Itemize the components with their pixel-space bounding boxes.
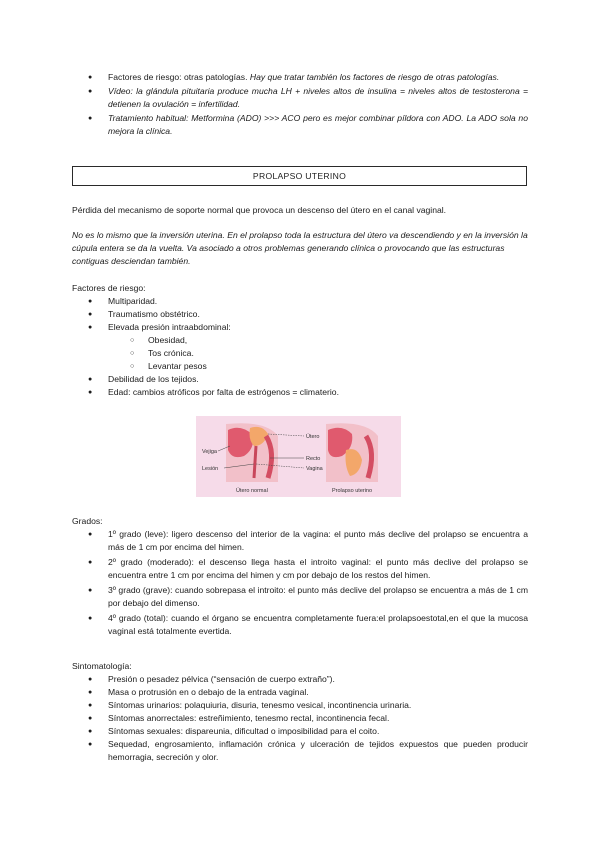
caption-prolapse: Prolapso uterino — [332, 488, 373, 494]
list-item: ● Masa o protrusión en o debajo de la entrada vaginal. — [72, 686, 528, 699]
label-utero: Útero — [306, 434, 320, 440]
vagina-left — [254, 446, 256, 478]
label-lesion: Lesión — [202, 466, 219, 472]
label-vejiga: Vejiga — [202, 449, 217, 455]
sub-list-item: ○ Tos crónica. — [72, 347, 528, 360]
list-item — [72, 112, 528, 138]
grades-list — [72, 528, 528, 640]
label-recto: Recto — [306, 456, 321, 462]
list-item: ● Edad: cambios atróficos por falta de estrógenos = climaterio. — [72, 386, 528, 399]
list-item: ● 1º grado (leve): ligero descenso del interior de la vagina: el punto más declive del prolapso se encuentra a más de 1 cm por encima del himen. — [72, 528, 528, 554]
grades-title: Grados: — [72, 516, 103, 526]
section-heading: PROLAPSO UTERINO — [72, 166, 527, 186]
bullet-italic-text: Tratamiento habitual: Metformina (ADO) >>> ACO pero es mejor combinar píldora con ADO. La ADO sola no mejora la clínica. — [108, 113, 528, 136]
list-item: ● Elevada presión intraabdominal: — [72, 321, 528, 334]
bullet-italic-text: Vídeo: la glándula pituitaria produce mucha LH + niveles altos de insulina = niveles altos de testosterona = detienen la ovulación = infertilidad. — [108, 86, 528, 109]
label-vagina: Vagina — [306, 466, 323, 472]
sub-list-item: ○ Obesidad, — [72, 334, 528, 347]
italic-note-paragraph: No es lo mismo que la inversión uterina. En el prolapso toda la estructura del útero va descendiendo y en la inversión la cúpula entera se da la vuelta. Va asociado a otros problemas generando clínica o provocando que las estructuras contiguas desciendan también. — [72, 230, 528, 266]
anatomy-figure — [196, 416, 401, 497]
list-item: ● Multiparidad. — [72, 295, 528, 308]
list-item: ● Síntomas anorrectales: estreñimiento, tenesmo rectal, incontinencia fecal. — [72, 712, 528, 725]
list-item: ● 3º grado (grave): cuando sobrepasa el introito: el punto más declive del prolapso se encuentra a más de 1 cm por debajo del dimenso. — [72, 584, 528, 610]
bullet-text: Factores de riesgo: otras patologías. — [108, 72, 248, 82]
risk-factors-list — [72, 295, 528, 399]
list-item: ● 4º grado (total): cuando el órgano se encuentra completamente fuera:el prolapsoestotal,en el que la mucosa vaginal está totalmente evertida. — [72, 612, 528, 638]
symptoms-list — [72, 673, 528, 764]
list-item — [72, 71, 528, 84]
sub-list-item: ○ Levantar pesos — [72, 360, 528, 373]
list-item: ● Debilidad de los tejidos. — [72, 373, 528, 386]
list-item: ● Sequedad, engrosamiento, inflamación crónica y ulceración de tejidos expuestos que pueden producir hemorragia, secreción y olor. — [72, 738, 528, 764]
list-item: ● Traumatismo obstétrico. — [72, 308, 528, 321]
list-item — [72, 85, 528, 111]
top-bullet-list — [72, 71, 528, 139]
symptoms-title: Sintomatología: — [72, 661, 132, 671]
list-item: ● Síntomas sexuales: dispareunia, dificultad o imposibilidad para el coito. — [72, 725, 528, 738]
list-item: ● Síntomas urinarios: polaquiuria, disuria, tenesmo vesical, incontinencia urinaria. — [72, 699, 528, 712]
list-item: ● Presión o pesadez pélvica (“sensación de cuerpo extraño”). — [72, 673, 528, 686]
definition-paragraph: Pérdida del mecanismo de soporte normal que provoca un descenso del útero en el canal vaginal. — [72, 205, 447, 215]
uterus-illustration — [196, 416, 401, 497]
list-item: ● 2º grado (moderado): el descenso llega hasta el introito vaginal: el punto más declive del prolapso se encuentra entre 1 cm por encima del himen y cm por debajo de los restos del himen. — [72, 556, 528, 582]
bullet-italic-text: Hay que tratar también los factores de riesgo de otras patologías. — [247, 72, 500, 82]
risk-factors-title: Factores de riesgo: — [72, 283, 146, 293]
caption-normal: Útero normal — [236, 488, 268, 494]
